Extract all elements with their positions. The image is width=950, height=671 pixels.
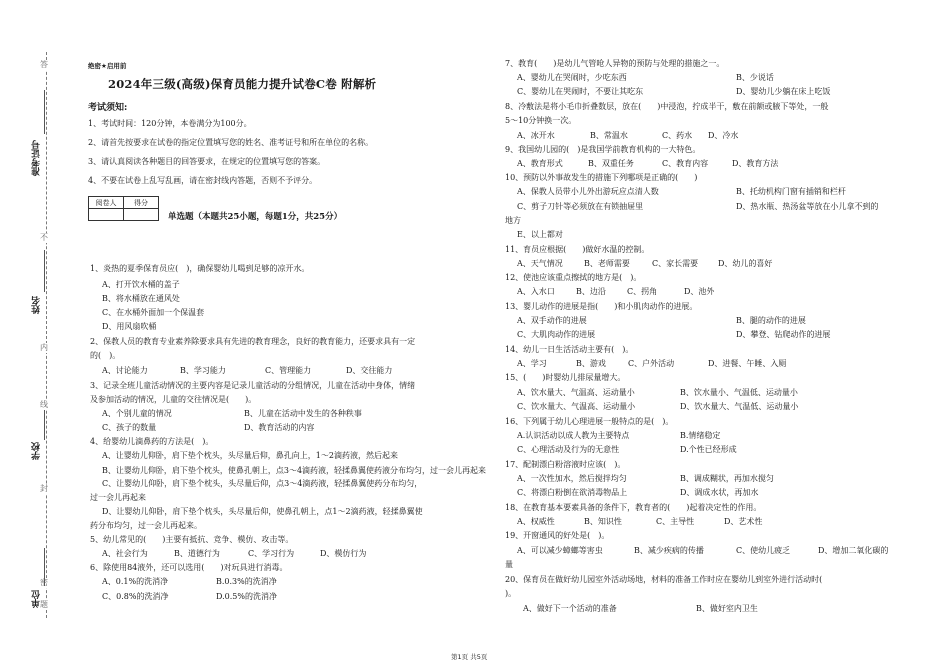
question-option-cont: 药分布均匀，过一会儿再起来。: [90, 521, 202, 530]
question-option[interactable]: B、儿童在活动中发生的各种秩事: [244, 409, 362, 418]
name-label: 姓名: [32, 296, 42, 314]
question-option[interactable]: D、幼儿的喜好: [718, 259, 773, 268]
question-option[interactable]: A、冰开水: [517, 131, 555, 140]
question-option[interactable]: A、个别儿童的情况: [102, 409, 172, 418]
question-stem: 18、在教育基本要素具备的条件下，教育者的( )起着决定性的作用。: [505, 503, 762, 512]
question-stem: 2、保教人员的教育专业素养除要求具有先进的教育理念，良好的教育能力，还要求具有一定: [90, 337, 416, 346]
question-option[interactable]: B、让婴幼儿仰卧，肩下垫个枕头，使鼻孔朝上，点3～4滴药液，轻揉鼻翼使药液分布均匀，过一会儿再起来: [102, 466, 487, 475]
question-option[interactable]: A、可以减少蟑螂等害虫: [517, 546, 603, 555]
question-stem: 17、配制漂白粉溶液时应该( )。: [505, 460, 626, 469]
question-option[interactable]: A、做好下一个活动的准备: [523, 604, 617, 613]
question-option[interactable]: D、模仿行为: [320, 549, 367, 558]
question-option[interactable]: D、交往能力: [346, 366, 393, 375]
question-stem: 6、除使用84液外，还可以选用( )对玩具进行消毒。: [90, 563, 288, 572]
question-option[interactable]: D、增加二氧化碳的: [818, 546, 889, 555]
question-option[interactable]: E、以上都对: [517, 230, 563, 239]
seal-dashed-line: [46, 52, 47, 618]
question-stem: 12、使池应该重点擦拭的地方是( )。: [505, 273, 642, 282]
question-option[interactable]: C、在水桶外面加一个保温套: [102, 308, 205, 317]
seal-char: 题: [40, 600, 48, 609]
question-option[interactable]: B、道德行为: [174, 549, 220, 558]
question-option[interactable]: B、减少疾病的传播: [634, 546, 704, 555]
question-option[interactable]: A.认识活动以成人教为主要特点: [517, 431, 630, 440]
question-option[interactable]: D、进餐、午睡、入厕: [708, 359, 787, 368]
question-option[interactable]: A、天气情况: [517, 259, 563, 268]
question-stem-cont: 5～10分钟换一次。: [505, 116, 577, 125]
question-option[interactable]: D、教育方法: [732, 159, 779, 168]
question-stem: 9、我国幼儿园的( )是我国学前教育机构的一大特色。: [505, 145, 701, 154]
ticket-number-blank[interactable]: [44, 90, 45, 134]
ticket-number-label: 准考证号: [32, 140, 42, 176]
question-option[interactable]: D、婴幼儿少躺在床上吃饭: [736, 87, 831, 96]
question-option[interactable]: B、知识性: [584, 517, 622, 526]
question-option[interactable]: A、让婴幼儿仰卧，肩下垫个枕头，头尽量后仰，鼻孔向上，1～2滴药液，然后起来: [102, 451, 398, 460]
question-option[interactable]: A、学习: [517, 359, 547, 368]
page-title: 2024年三级(高级)保育员能力提升试卷C卷 附解析: [108, 77, 377, 91]
question-option[interactable]: C、剪子刀针等必须放在有锁抽屉里: [517, 202, 644, 211]
question-stem: 4、给婴幼儿滴鼻药的方法是( )。: [90, 437, 214, 446]
page-footer: 第1页 共5页: [451, 653, 488, 661]
unit-blank[interactable]: [44, 548, 45, 586]
question-stem: 5、幼儿常见的( )主要有抵抗、竞争、模仿、攻击等。: [90, 535, 294, 544]
school-label: 学校: [32, 442, 42, 460]
school-blank[interactable]: [44, 410, 45, 440]
question-option[interactable]: A、入水口: [517, 287, 555, 296]
question-option[interactable]: C、主导性: [656, 517, 695, 526]
question-option[interactable]: D、攀登、钻爬动作的进展: [736, 330, 831, 339]
question-option[interactable]: D.个性已经形成: [680, 445, 737, 454]
question-option[interactable]: C、饮水量大、气温高、运动量小: [517, 402, 636, 411]
question-option[interactable]: D、艺术性: [724, 517, 763, 526]
question-option[interactable]: A、双手动作的进展: [517, 316, 587, 325]
question-stem-cont: 的( )。: [90, 351, 121, 360]
question-option[interactable]: D、热水瓶、热汤盆等放在小儿拿不到的: [736, 202, 879, 211]
question-stem: 7、教育( )是幼儿气管呛人异物的预防与处理的措施之一。: [505, 59, 725, 68]
question-option[interactable]: D、调成水状，再加水: [680, 488, 759, 497]
question-option[interactable]: C、拐角: [627, 287, 658, 296]
question-option[interactable]: D、池外: [684, 287, 715, 296]
reviewer-cell[interactable]: [89, 209, 124, 221]
question-option-cont: 过一会儿再起来: [90, 493, 146, 502]
question-option[interactable]: C、学习行为: [248, 549, 295, 558]
question-stem: 16、下列属于幼儿心理进展一般特点的是( )。: [505, 417, 674, 426]
question-option[interactable]: A、0.1%的洗消净: [102, 577, 169, 586]
seal-char: 不: [40, 233, 48, 242]
seal-char: 答: [40, 60, 48, 69]
question-option[interactable]: A、婴幼儿在哭闹时，少吃东西: [517, 73, 627, 82]
question-option[interactable]: C、药水: [662, 131, 693, 140]
notice-item: 4、不要在试卷上乱写乱画，请在密封线内答题，否则不予评分。: [88, 176, 318, 185]
question-option[interactable]: D、冷水: [708, 131, 739, 140]
question-option[interactable]: C、家长需要: [652, 259, 699, 268]
question-option[interactable]: B.0.3%的洗消净: [216, 577, 277, 586]
question-option[interactable]: C、孩子的数量: [102, 423, 157, 432]
seal-char: 密: [40, 578, 48, 587]
name-blank[interactable]: [44, 250, 45, 292]
question-option[interactable]: C、户外活动: [628, 359, 675, 368]
notice-item: 3、请认真阅读各种题目的回答要求，在规定的位置填写您的答案。: [88, 157, 326, 166]
score-cell[interactable]: [124, 209, 159, 221]
secret-mark: 绝密★启用前: [88, 62, 127, 70]
question-stem-cont: 及参加活动的情况，儿童的交往情况是( )。: [90, 395, 257, 404]
question-option[interactable]: A、社会行为: [102, 549, 148, 558]
question-option[interactable]: C、大肌肉动作的进展: [517, 330, 596, 339]
question-option[interactable]: B、将水桶放在通风处: [102, 294, 180, 303]
question-option[interactable]: B.情绪稳定: [680, 431, 721, 440]
question-stem: 10、预防以外事故发生的措施下列哪项是正确的( ): [505, 173, 698, 182]
question-option[interactable]: A、讨论能力: [102, 366, 148, 375]
notice-item: 1、考试时间：120分钟，本卷满分为100分。: [88, 119, 252, 128]
binding-margin: [0, 0, 62, 671]
notice-heading: 考试须知:: [88, 103, 128, 113]
seal-char: 封: [40, 484, 48, 493]
question-option[interactable]: B、学习能力: [180, 366, 226, 375]
question-option[interactable]: A、保教人员带小儿外出游玩应点清人数: [517, 187, 659, 196]
question-option-cont: 量: [505, 560, 513, 569]
seal-char: 线: [40, 400, 48, 409]
question-stem: 13、婴儿动作的进展是指( )和小肌肉动作的进展。: [505, 302, 698, 311]
question-stem-cont: )。: [505, 589, 517, 598]
seal-char: 内: [40, 343, 48, 352]
question-option[interactable]: B、游戏: [576, 359, 606, 368]
question-stem: 14、幼儿一日生活活动主要有( )。: [505, 345, 634, 354]
question-option[interactable]: B、调成糊状，再加水搅匀: [680, 474, 774, 483]
question-stem: 11、育员应根据( )做好水温的控制。: [505, 245, 650, 254]
question-option[interactable]: C、婴幼儿在哭闹时，不要让其吃东: [517, 87, 644, 96]
question-option[interactable]: C、教育内容: [662, 159, 709, 168]
question-option[interactable]: B、托幼机构门窗有插销和栏杆: [736, 187, 846, 196]
score-header: 得分: [124, 197, 159, 209]
unit-label: 单位: [32, 590, 42, 608]
question-option[interactable]: B、老师需要: [584, 259, 630, 268]
question-stem: 8、冷敷法是将小毛巾折叠数层，放在( )中浸泡，拧成半干，敷在前额或腋下等处，一般: [505, 102, 829, 111]
question-option[interactable]: B、少说话: [736, 73, 774, 82]
question-option[interactable]: B、饮水量小、气温低、运动量小: [680, 388, 798, 397]
question-option[interactable]: B、腿的动作的进展: [736, 316, 806, 325]
question-option[interactable]: C、心理活动及行为的无意性: [517, 445, 620, 454]
question-option[interactable]: A、教育形式: [517, 159, 563, 168]
question-option[interactable]: A、饮水量大、气温高、运动量小: [517, 388, 635, 397]
question-stem: 15、( )时婴幼儿排尿量增大。: [505, 373, 626, 382]
question-option[interactable]: B、做好室内卫生: [696, 604, 758, 613]
question-option[interactable]: B、常温水: [590, 131, 628, 140]
question-stem: 20、保育员在做好幼儿园室外活动场地，材料的准备工作时应在婴幼儿到室外进行活动时(: [505, 575, 823, 584]
question-option-cont: 地方: [505, 216, 521, 225]
score-table: [88, 196, 159, 221]
question-stem: 1、炎热的夏季保育员应( )，确保婴幼儿喝到足够的凉开水。: [90, 264, 310, 273]
question-option[interactable]: D、饮水量大、气温低、运动量小: [680, 402, 799, 411]
question-stem: 3、记录全班儿童活动情况的主要内容是记录儿童活动的分组情况，儿童在活动中身体，情绪: [90, 381, 416, 390]
question-option[interactable]: C、使幼儿疲乏: [736, 546, 791, 555]
notice-item: 2、请首先按要求在试卷的指定位置填写您的姓名、准考证号和所在单位的名称。: [88, 138, 374, 147]
question-option[interactable]: C、0.8%的洗消净: [102, 592, 169, 601]
question-option[interactable]: C、管理能力: [265, 366, 312, 375]
question-option[interactable]: A、打开饮水桶的盖子: [102, 280, 180, 289]
question-option[interactable]: A、一次性加水，然后搅拌均匀: [517, 474, 627, 483]
question-option[interactable]: C、将漂白粉倒在欲消毒物品上: [517, 488, 628, 497]
section-title: 单选题（本题共25小题，每题1分，共25分）: [168, 212, 343, 222]
question-option[interactable]: B、双重任务: [588, 159, 634, 168]
question-option[interactable]: D、让婴幼儿仰卧，肩下垫个枕头，头尽量后仰，使鼻孔朝上，点1～2滴药液，轻揉鼻翼使: [102, 507, 423, 516]
question-stem: 19、开窗通风的好处是( )。: [505, 531, 610, 540]
question-option[interactable]: D.0.5%的洗消净: [216, 592, 277, 601]
reviewer-header: 阅卷人: [89, 197, 124, 209]
question-option[interactable]: D、用风扇吹桶: [102, 322, 157, 331]
question-option[interactable]: A、权威性: [517, 517, 555, 526]
question-option[interactable]: B、边沿: [576, 287, 606, 296]
question-option[interactable]: C、让婴幼儿仰卧，肩下垫个枕头，头尽量后仰，点3～4滴药液，轻揉鼻翼使药分布均匀，: [102, 479, 423, 488]
question-option[interactable]: D、教育活动的内容: [244, 423, 315, 432]
